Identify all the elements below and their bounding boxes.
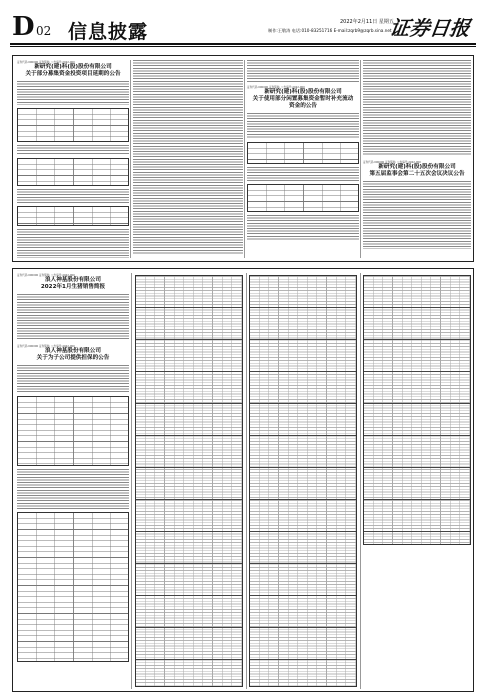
data-table bbox=[247, 142, 359, 164]
guarantee-table-1 bbox=[135, 275, 243, 687]
page-number: 02 bbox=[36, 24, 52, 38]
article-title-line: 新研究(建)科(股)股份有限公司 bbox=[378, 164, 456, 170]
top-column-1 bbox=[17, 60, 129, 258]
article-title-line: 关于使用部分闲置募集资金暂时补充流动 bbox=[252, 96, 354, 102]
body-text bbox=[363, 60, 471, 156]
article-title-line: 新研究(建)科(股)股份有限公司 bbox=[34, 64, 112, 70]
article-code: 证券代码:000000 证券简称: 公告编号:2022-000 bbox=[363, 161, 421, 164]
article-header bbox=[247, 85, 359, 110]
body-text bbox=[17, 229, 129, 258]
data-table bbox=[17, 206, 129, 226]
masthead-rule-thick bbox=[10, 43, 476, 45]
masthead bbox=[10, 14, 476, 42]
guarantee-table-2 bbox=[249, 275, 357, 687]
bottom-left-column bbox=[17, 273, 129, 689]
body-text bbox=[247, 167, 359, 181]
article-title-line: 2022年1月生猪销售简报 bbox=[40, 284, 106, 290]
article-header bbox=[363, 160, 471, 178]
article-code: 证券代码:000000 证券简称: 公告编号:2022-000 bbox=[17, 274, 75, 277]
column-divider bbox=[246, 273, 247, 689]
body-text bbox=[247, 60, 359, 82]
page-letter: D bbox=[12, 12, 35, 42]
column-divider bbox=[360, 273, 361, 689]
newspaper-logo: 证券日报 bbox=[388, 16, 472, 40]
body-text bbox=[17, 145, 129, 155]
body-text bbox=[133, 60, 243, 254]
article-title-line: 新研究(建)科(股)股份有限公司 bbox=[264, 89, 342, 95]
top-column-2 bbox=[133, 60, 243, 258]
article-title-line: 浪人神基股份有限公司 bbox=[45, 348, 101, 354]
guarantee-table-3 bbox=[363, 275, 471, 545]
body-text bbox=[247, 113, 359, 139]
column-divider bbox=[130, 60, 131, 258]
body-text bbox=[17, 294, 129, 340]
data-table bbox=[17, 108, 129, 142]
article-header bbox=[17, 344, 129, 362]
section-title: 信息披露 bbox=[68, 21, 149, 43]
article-code: 证券代码:000000 证券简称: 公告编号:2022-000 bbox=[17, 345, 75, 348]
editor-contact: 制作:王敬涛 电话:010-83251716 E-mail:zqrb9@zqrb.sina.net bbox=[268, 28, 392, 33]
top-panel bbox=[12, 55, 474, 262]
article-title-line: 浪人神基股份有限公司 bbox=[45, 277, 101, 283]
data-table bbox=[17, 396, 129, 466]
article-title-line: 第五届监事会第二十五次会议决议公告 bbox=[369, 171, 465, 177]
column-divider bbox=[131, 273, 132, 689]
article-header bbox=[17, 60, 129, 78]
column-divider bbox=[244, 60, 245, 258]
article-title-line: 资金的公告 bbox=[289, 103, 317, 109]
top-column-4 bbox=[363, 60, 471, 258]
article-code: 证券代码:000000 证券简称: 公告编号:2022-000 bbox=[17, 61, 75, 64]
body-text bbox=[17, 365, 129, 393]
body-text bbox=[363, 181, 471, 249]
body-text bbox=[17, 189, 129, 203]
top-column-3 bbox=[247, 60, 359, 258]
body-text bbox=[247, 215, 359, 241]
article-title-line: 关于为子公司提供担保的公告 bbox=[36, 355, 110, 361]
article-code: 证券代码:000000 证券简称: 公告编号:2022-000 bbox=[247, 86, 305, 89]
body-text bbox=[17, 81, 129, 105]
column-divider bbox=[360, 60, 361, 258]
data-table bbox=[247, 184, 359, 212]
article-title-line: 关于部分募集资金投资项目延期的公告 bbox=[25, 71, 121, 77]
article-header bbox=[17, 273, 129, 291]
body-text bbox=[17, 469, 129, 509]
bottom-panel bbox=[12, 268, 474, 692]
data-table bbox=[17, 512, 129, 662]
issue-date: 2022年2月11日 星期五 bbox=[340, 19, 394, 25]
data-table bbox=[17, 158, 129, 186]
masthead-rule-thin bbox=[10, 46, 476, 47]
